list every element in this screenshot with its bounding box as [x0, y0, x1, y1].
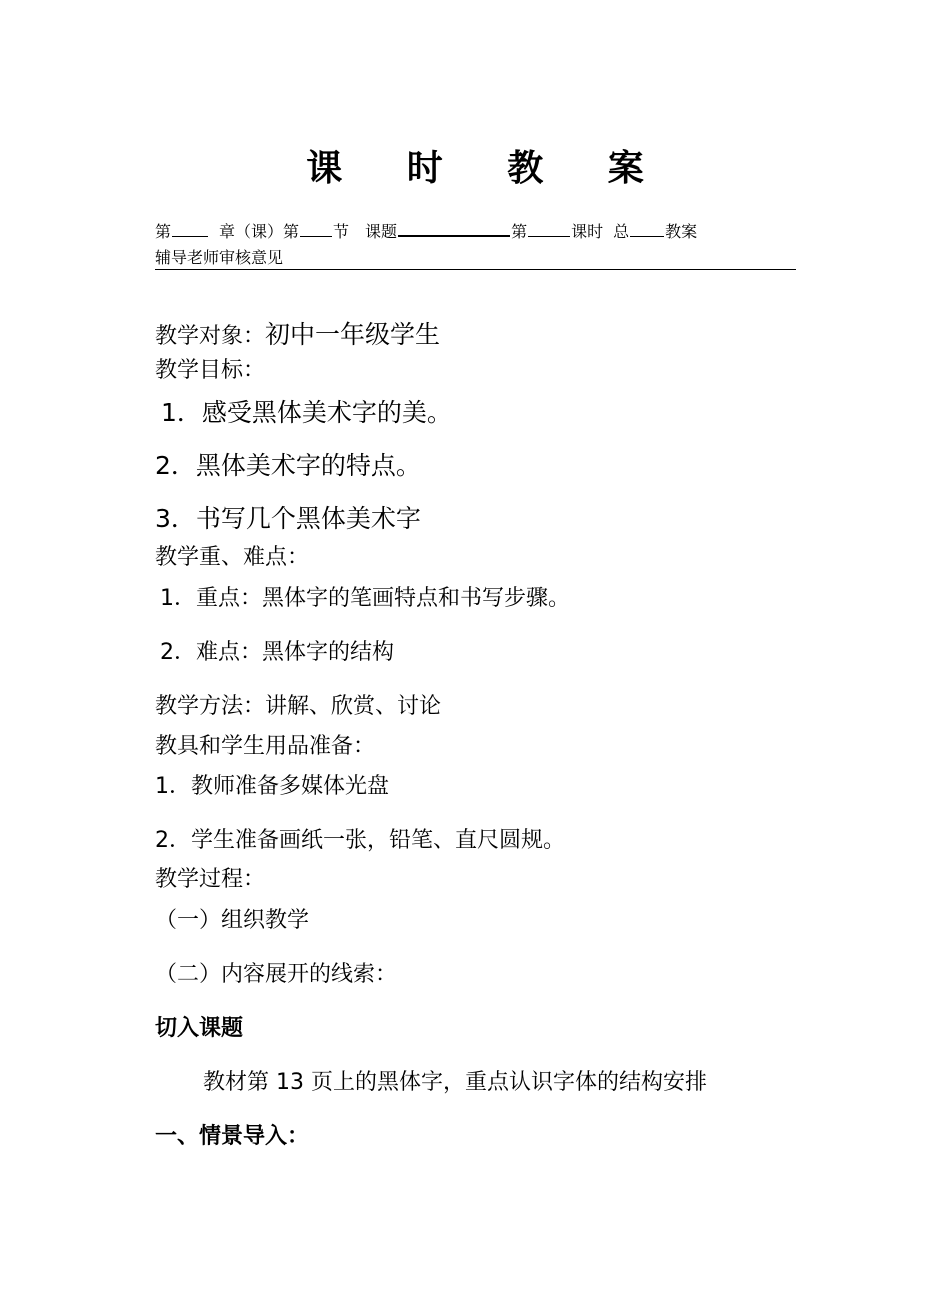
- header-section-label: 节: [333, 222, 350, 241]
- header-row-2: 辅导老师审核意见: [155, 248, 284, 267]
- process-item-2: （二）内容展开的线索：: [155, 962, 398, 987]
- prep-item-1: 1．教师准备多媒体光盘: [155, 774, 389, 799]
- header-di-2: 第: [511, 222, 528, 241]
- keypoint-item-1: 1．重点：黑体字的笔画特点和书写步骤。: [160, 586, 570, 611]
- process-label: 教学过程：: [155, 867, 266, 892]
- header-divider: [155, 269, 796, 270]
- goal-item-2: 2．黑体美术字的特点。: [155, 451, 421, 480]
- chapter-blank: [172, 222, 208, 237]
- goal-item-3: 3．书写几个黑体美术字: [155, 504, 421, 533]
- header-plan-label: 教案: [665, 222, 698, 241]
- keypoints-label: 教学重、难点：: [155, 545, 310, 570]
- prep-item-2: 2．学生准备画纸一张，铅笔、直尺圆规。: [155, 828, 565, 853]
- teaching-target-value: 初中一年级学生: [265, 320, 441, 349]
- teaching-target-label: 教学对象：: [155, 324, 266, 349]
- goal-item-1: 1．感受黑体美术字的美。: [161, 398, 452, 427]
- topic-blank: [398, 221, 510, 237]
- header-di-1: 第: [155, 222, 172, 241]
- section-intro-heading: 切入课题: [155, 1016, 244, 1041]
- total-blank: [630, 222, 664, 237]
- teaching-target: [155, 315, 440, 351]
- header-chapter-label: 章（课）第: [219, 222, 300, 241]
- process-item-1: （一）组织教学: [155, 908, 310, 933]
- header-total-label: 总: [613, 222, 630, 241]
- header-period-label: 课时: [571, 222, 604, 241]
- section-blank: [300, 222, 332, 237]
- keypoint-item-2: 2．难点：黑体字的结构: [160, 640, 394, 665]
- teaching-method: 教学方法：讲解、欣赏、讨论: [155, 694, 442, 719]
- header-row-1: [155, 219, 697, 242]
- teaching-goals-label: 教学目标：: [155, 358, 266, 383]
- header-topic-label: 课题: [365, 222, 398, 241]
- intro-text: 教材第 13 页上的黑体字，重点认识字体的结构安排: [203, 1070, 707, 1095]
- period-blank: [528, 222, 570, 237]
- section-one-heading: 一、情景导入：: [155, 1124, 310, 1149]
- page-title: 课 时 教 案: [306, 147, 670, 189]
- prep-label: 教具和学生用品准备：: [155, 734, 376, 759]
